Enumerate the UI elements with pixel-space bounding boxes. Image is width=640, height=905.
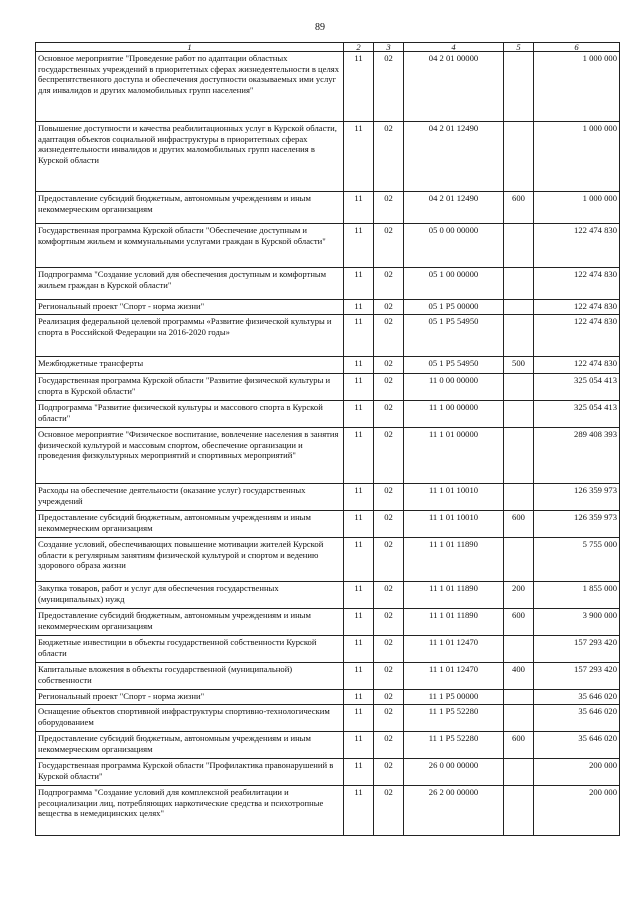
row-section: 11 bbox=[344, 609, 374, 636]
row-amount: 35 646 020 bbox=[534, 690, 620, 705]
row-target-code: 11 1 P5 52280 bbox=[404, 732, 504, 759]
row-expense-type: 600 bbox=[504, 511, 534, 538]
row-amount: 122 474 830 bbox=[534, 224, 620, 268]
table-row bbox=[36, 401, 620, 428]
row-amount: 1 000 000 bbox=[534, 52, 620, 122]
table-row bbox=[36, 192, 620, 224]
row-amount: 35 646 020 bbox=[534, 705, 620, 732]
page-number: 89 bbox=[315, 22, 325, 33]
row-section: 11 bbox=[344, 192, 374, 224]
row-name: Региональный проект "Спорт - норма жизни" bbox=[36, 300, 344, 315]
row-amount: 157 293 420 bbox=[534, 636, 620, 663]
row-expense-type bbox=[504, 484, 534, 511]
row-section: 11 bbox=[344, 300, 374, 315]
row-expense-type bbox=[504, 705, 534, 732]
row-expense-type bbox=[504, 636, 534, 663]
row-amount: 200 000 bbox=[534, 759, 620, 786]
row-section: 11 bbox=[344, 224, 374, 268]
table-row bbox=[36, 636, 620, 663]
row-amount: 35 646 020 bbox=[534, 732, 620, 759]
table-row bbox=[36, 224, 620, 268]
row-name: Закупка товаров, работ и услуг для обеспечения государственных (муниципальных) нужд bbox=[36, 582, 344, 609]
row-target-code: 05 1 P5 54950 bbox=[404, 315, 504, 357]
row-amount: 3 900 000 bbox=[534, 609, 620, 636]
table-row bbox=[36, 484, 620, 511]
table-row bbox=[36, 786, 620, 836]
table-row bbox=[36, 705, 620, 732]
row-name: Бюджетные инвестиции в объекты государственной собственности Курской области bbox=[36, 636, 344, 663]
table-row bbox=[36, 428, 620, 484]
row-target-code: 11 1 01 12470 bbox=[404, 636, 504, 663]
budget-table bbox=[35, 42, 620, 836]
row-subsection: 02 bbox=[374, 268, 404, 300]
row-target-code: 11 1 01 10010 bbox=[404, 511, 504, 538]
row-name: Государственная программа Курской области "Обеспечение доступным и комфортным жильем и коммунальными услугами граждан в Курской области" bbox=[36, 224, 344, 268]
row-section: 11 bbox=[344, 732, 374, 759]
row-name: Межбюджетные трансферты bbox=[36, 357, 344, 374]
row-expense-type: 600 bbox=[504, 732, 534, 759]
row-subsection: 02 bbox=[374, 192, 404, 224]
row-subsection: 02 bbox=[374, 663, 404, 690]
row-target-code: 04 2 01 00000 bbox=[404, 52, 504, 122]
row-target-code: 11 1 01 00000 bbox=[404, 428, 504, 484]
row-expense-type: 600 bbox=[504, 609, 534, 636]
row-target-code: 11 1 01 11890 bbox=[404, 582, 504, 609]
row-amount: 122 474 830 bbox=[534, 315, 620, 357]
row-expense-type bbox=[504, 428, 534, 484]
row-subsection: 02 bbox=[374, 374, 404, 401]
row-target-code: 05 1 P5 54950 bbox=[404, 357, 504, 374]
row-amount: 126 359 973 bbox=[534, 511, 620, 538]
row-amount: 122 474 830 bbox=[534, 300, 620, 315]
row-name: Оснащение объектов спортивной инфраструктуры спортивно-технологическим оборудованием bbox=[36, 705, 344, 732]
row-section: 11 bbox=[344, 374, 374, 401]
row-subsection: 02 bbox=[374, 732, 404, 759]
column-header: 2 bbox=[344, 43, 374, 52]
row-target-code: 05 1 00 00000 bbox=[404, 268, 504, 300]
row-expense-type bbox=[504, 786, 534, 836]
row-target-code: 05 1 P5 00000 bbox=[404, 300, 504, 315]
row-target-code: 11 1 01 10010 bbox=[404, 484, 504, 511]
row-subsection: 02 bbox=[374, 52, 404, 122]
row-subsection: 02 bbox=[374, 484, 404, 511]
table-row bbox=[36, 690, 620, 705]
table-row bbox=[36, 538, 620, 582]
row-name: Государственная программа Курской области "Профилактика правонарушений в Курской области" bbox=[36, 759, 344, 786]
row-name: Государственная программа Курской области "Развитие физической культуры и спорта в Курской области" bbox=[36, 374, 344, 401]
row-section: 11 bbox=[344, 663, 374, 690]
row-section: 11 bbox=[344, 315, 374, 357]
row-subsection: 02 bbox=[374, 511, 404, 538]
table-row bbox=[36, 52, 620, 122]
row-amount: 200 000 bbox=[534, 786, 620, 836]
row-name: Основное мероприятие "Физическое воспитание, вовлечение населения в занятия физической культурой и массовым спортом, обеспечение организации и проведения физкультурных мероприятий и спортивных мероприятий" bbox=[36, 428, 344, 484]
table-row bbox=[36, 300, 620, 315]
row-name: Повышение доступности и качества реабилитационных услуг в Курской области, адаптация объектов социальной инфраструктуры в приоритетных сферах жизнедеятельности инвалидов и других маломобильных групп населения в Курской области bbox=[36, 122, 344, 192]
row-name: Предоставление субсидий бюджетным, автономным учреждениям и иным некоммерческим организациям bbox=[36, 732, 344, 759]
row-target-code: 11 1 P5 00000 bbox=[404, 690, 504, 705]
table-row bbox=[36, 663, 620, 690]
table-row bbox=[36, 732, 620, 759]
row-target-code: 11 1 01 11890 bbox=[404, 538, 504, 582]
row-expense-type bbox=[504, 315, 534, 357]
row-subsection: 02 bbox=[374, 538, 404, 582]
row-amount: 1 855 000 bbox=[534, 582, 620, 609]
row-target-code: 05 0 00 00000 bbox=[404, 224, 504, 268]
row-expense-type bbox=[504, 374, 534, 401]
row-subsection: 02 bbox=[374, 705, 404, 732]
column-header: 4 bbox=[404, 43, 504, 52]
row-name: Региональный проект "Спорт - норма жизни" bbox=[36, 690, 344, 705]
row-subsection: 02 bbox=[374, 315, 404, 357]
row-expense-type: 600 bbox=[504, 192, 534, 224]
row-expense-type bbox=[504, 268, 534, 300]
row-target-code: 11 1 01 11890 bbox=[404, 609, 504, 636]
row-section: 11 bbox=[344, 52, 374, 122]
row-expense-type: 500 bbox=[504, 357, 534, 374]
row-subsection: 02 bbox=[374, 122, 404, 192]
row-target-code: 04 2 01 12490 bbox=[404, 122, 504, 192]
row-name: Расходы на обеспечение деятельности (оказание услуг) государственных учреждений bbox=[36, 484, 344, 511]
row-expense-type bbox=[504, 759, 534, 786]
row-expense-type bbox=[504, 122, 534, 192]
row-amount: 5 755 000 bbox=[534, 538, 620, 582]
row-subsection: 02 bbox=[374, 786, 404, 836]
row-amount: 157 293 420 bbox=[534, 663, 620, 690]
table-row bbox=[36, 357, 620, 374]
row-subsection: 02 bbox=[374, 690, 404, 705]
row-section: 11 bbox=[344, 705, 374, 732]
row-name: Предоставление субсидий бюджетным, автономным учреждениям и иным некоммерческим организациям bbox=[36, 192, 344, 224]
table-row bbox=[36, 268, 620, 300]
row-section: 11 bbox=[344, 690, 374, 705]
row-amount: 325 054 413 bbox=[534, 401, 620, 428]
row-expense-type bbox=[504, 300, 534, 315]
row-target-code: 04 2 01 12490 bbox=[404, 192, 504, 224]
row-target-code: 11 1 00 00000 bbox=[404, 401, 504, 428]
row-section: 11 bbox=[344, 511, 374, 538]
row-section: 11 bbox=[344, 582, 374, 609]
row-subsection: 02 bbox=[374, 636, 404, 663]
row-target-code: 26 2 00 00000 bbox=[404, 786, 504, 836]
row-amount: 289 408 393 bbox=[534, 428, 620, 484]
table-row bbox=[36, 122, 620, 192]
row-amount: 1 000 000 bbox=[534, 122, 620, 192]
row-amount: 122 474 830 bbox=[534, 268, 620, 300]
row-amount: 325 054 413 bbox=[534, 374, 620, 401]
row-subsection: 02 bbox=[374, 224, 404, 268]
row-amount: 122 474 830 bbox=[534, 357, 620, 374]
row-expense-type: 400 bbox=[504, 663, 534, 690]
row-target-code: 11 1 P5 52280 bbox=[404, 705, 504, 732]
table-row bbox=[36, 511, 620, 538]
row-section: 11 bbox=[344, 759, 374, 786]
column-header: 6 bbox=[534, 43, 620, 52]
row-target-code: 11 0 00 00000 bbox=[404, 374, 504, 401]
row-section: 11 bbox=[344, 636, 374, 663]
row-expense-type bbox=[504, 401, 534, 428]
row-name: Предоставление субсидий бюджетным, автономным учреждениям и иным некоммерческим организациям bbox=[36, 609, 344, 636]
row-expense-type: 200 bbox=[504, 582, 534, 609]
row-name: Подпрограмма "Создание условий для комплексной реабилитации и ресоциализации лиц, потребляющих наркотические средства и психотропные вещества в немедицинских целях" bbox=[36, 786, 344, 836]
row-name: Реализация федеральной целевой программы «Развитие физической культуры и спорта в Российской Федерации на 2016-2020 годы» bbox=[36, 315, 344, 357]
row-section: 11 bbox=[344, 484, 374, 511]
row-section: 11 bbox=[344, 401, 374, 428]
column-header: 5 bbox=[504, 43, 534, 52]
table-row bbox=[36, 374, 620, 401]
row-amount: 1 000 000 bbox=[534, 192, 620, 224]
table-row bbox=[36, 315, 620, 357]
row-subsection: 02 bbox=[374, 609, 404, 636]
row-target-code: 26 0 00 00000 bbox=[404, 759, 504, 786]
row-subsection: 02 bbox=[374, 582, 404, 609]
column-header: 3 bbox=[374, 43, 404, 52]
row-expense-type bbox=[504, 52, 534, 122]
row-section: 11 bbox=[344, 268, 374, 300]
table-row bbox=[36, 759, 620, 786]
row-subsection: 02 bbox=[374, 300, 404, 315]
row-section: 11 bbox=[344, 357, 374, 374]
row-name: Основное мероприятие "Проведение работ по адаптации областных государственных учреждений в приоритетных сферах жизнедеятельности в целях беспрепятственного доступа и обеспечения доступности оказываемых ими услуг для инвалидов и других маломобильных групп населения" bbox=[36, 52, 344, 122]
row-subsection: 02 bbox=[374, 357, 404, 374]
row-section: 11 bbox=[344, 538, 374, 582]
row-name: Капитальные вложения в объекты государственной (муниципальной) собственности bbox=[36, 663, 344, 690]
row-name: Создание условий, обеспечивающих повышение мотивации жителей Курской области к регулярным занятиям физической культурой и спортом и ведению здорового образа жизни bbox=[36, 538, 344, 582]
row-expense-type bbox=[504, 224, 534, 268]
row-name: Подпрограмма "Развитие физической культуры и массового спорта в Курской области" bbox=[36, 401, 344, 428]
header-row bbox=[36, 43, 620, 52]
row-name: Предоставление субсидий бюджетным, автономным учреждениям и иным некоммерческим организациям bbox=[36, 511, 344, 538]
row-amount: 126 359 973 bbox=[534, 484, 620, 511]
row-expense-type bbox=[504, 538, 534, 582]
table-row bbox=[36, 609, 620, 636]
row-section: 11 bbox=[344, 428, 374, 484]
row-subsection: 02 bbox=[374, 401, 404, 428]
row-section: 11 bbox=[344, 786, 374, 836]
row-section: 11 bbox=[344, 122, 374, 192]
row-target-code: 11 1 01 12470 bbox=[404, 663, 504, 690]
table-row bbox=[36, 582, 620, 609]
column-header: 1 bbox=[36, 43, 344, 52]
row-expense-type bbox=[504, 690, 534, 705]
row-subsection: 02 bbox=[374, 428, 404, 484]
row-subsection: 02 bbox=[374, 759, 404, 786]
row-name: Подпрограмма "Создание условий для обеспечения доступным и комфортным жильем граждан в Курской области" bbox=[36, 268, 344, 300]
